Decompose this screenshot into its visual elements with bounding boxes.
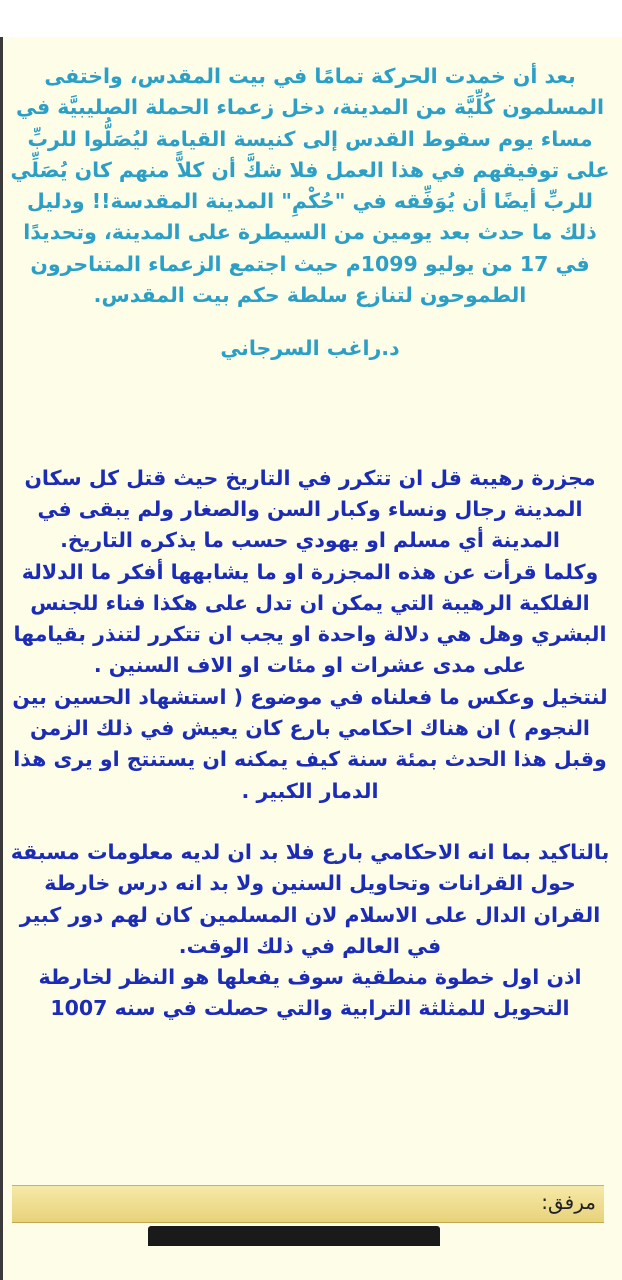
attachment-header [12,1185,604,1223]
commentary-line: بالتاكيد بما انه الاحكامي بارع فلا بد ان لديه معلومات مسبقة حول القرانات وتحاويل السنين ولا بد انه درس خارطة القران الدال على الاسلام لان المسلمين كان لهم دور كبير في العالم في ذلك الوقت. [10,839,610,958]
attachment-label: مرفق: [541,1190,596,1214]
commentary-line: وكلما قرأت عن هذه المجزرة او ما يشابهها أفكر ما الدلالة الفلكية الرهيبة التي يمكن ان تدل على هكذا فناء للجنس البشري وهل هي دلالة واحدة او يجب ان تتكرر لتنذر بقيامها على مدى عشرات او مئات او الاف السنين . [13,559,607,678]
left-border [0,37,3,1280]
author-signature: د.راغب السرجاني [220,336,400,361]
top-bar [0,0,622,37]
post-page [0,37,622,1280]
attachment-image[interactable] [148,1226,440,1246]
commentary-line: مجزرة رهيبة قل ان تتكرر في التاريخ حيث قتل كل سكان المدينة رجال ونساء وكبار السن والصغار ولم يبقى في المدينة أي مسلم او يهودي حسب ما يذكره التاريخ. [24,465,596,553]
commentary-paragraph-2 [10,837,610,1025]
commentary-line: لنتخيل وعكس ما فعلناه في موضوع ( استشهاد الحسين بين النجوم ) ان هناك احكامي بارع كان يعيش في ذلك الزمن وقبل هذا الحدث بمئة سنة كيف يمكنه ان يستنتج او يرى هذا الدمار الكبير . [12,684,608,803]
post-body [10,61,610,1025]
commentary-line: اذن اول خطوة منطقية سوف يفعلها هو النظر لخارطة التحويل للمثلثة الترابية والتي حصلت في سنه 1007 [38,965,582,1021]
commentary-paragraph-1 [10,463,610,807]
quote-paragraph: بعد أن خمدت الحركة تمامًا في بيت المقدس، واختفى المسلمون كُلِّيَّة من المدينة، دخل زعماء الحملة الصليبيَّة في مساء يوم سقوط القدس إلى كنيسة القيامة ليُصَلُّوا للربِّ على توفيقهم في هذا العمل فلا شكَّ أن كلاًّ منهم كان يُصَلِّي للربِّ أيضًا أن يُوَفِّقه في "حُكْمِ" المدينة المقدسة!! ودليل ذلك ما حدث بعد يومين من السيطرة على المدينة، وتحديدًا في 17 من يوليو 1099م حيث اجتمع الزعماء المتناحرون الطموحون لتنازع سلطة حكم بيت المقدس. [10,64,610,308]
